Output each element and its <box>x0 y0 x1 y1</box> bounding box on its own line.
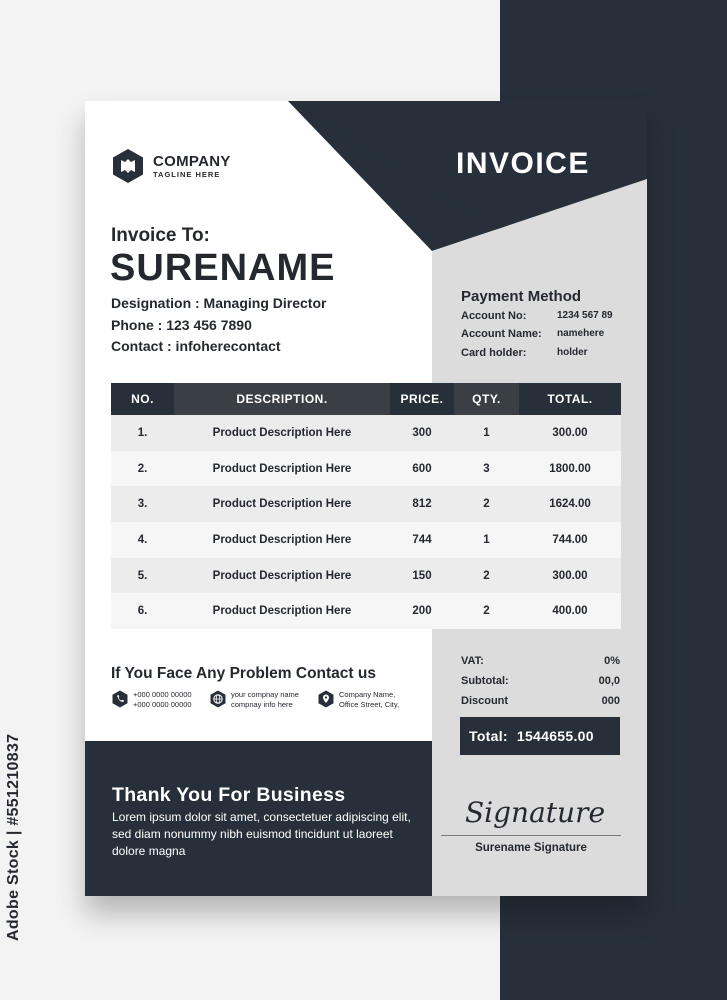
invoice-to-label: Invoice To: <box>111 225 210 246</box>
cell-total: 1800.00 <box>519 451 621 487</box>
globe-icon <box>209 690 227 708</box>
invoice-title: INVOICE <box>456 147 590 180</box>
contact-address-2: Office Street, City, <box>339 700 400 709</box>
cell-no: 6. <box>111 593 174 629</box>
cell-description: Product Description Here <box>174 486 390 522</box>
cell-description: Product Description Here <box>174 451 390 487</box>
table-header-row <box>111 383 621 415</box>
discount-value: 000 <box>601 695 620 707</box>
contact-phone-1: +000 0000 00000 <box>133 690 192 699</box>
cell-description: Product Description Here <box>174 415 390 451</box>
subtotal-label: Subtotal: <box>461 675 509 687</box>
company-name: COMPANY <box>153 153 231 170</box>
cell-no: 1. <box>111 415 174 451</box>
hexagon-logo-icon <box>110 148 146 184</box>
cell-price: 812 <box>390 486 454 522</box>
card-holder-value: holder <box>557 347 588 358</box>
cell-total: 1624.00 <box>519 486 621 522</box>
cell-price: 150 <box>390 558 454 594</box>
discount-label: Discount <box>461 695 509 707</box>
signature-line <box>441 835 621 836</box>
cell-no: 4. <box>111 522 174 558</box>
cell-qty: 1 <box>454 415 519 451</box>
vat-label: VAT: <box>461 655 484 667</box>
contact-web-2: compnay info here <box>231 700 293 709</box>
table-row <box>111 451 621 487</box>
invoice-paper <box>85 101 647 896</box>
cell-no: 3. <box>111 486 174 522</box>
table-row <box>111 486 621 522</box>
location-pin-icon <box>317 690 335 708</box>
total-value: 1544655.00 <box>516 728 594 744</box>
cell-price: 600 <box>390 451 454 487</box>
phone-icon <box>111 690 129 708</box>
cell-total: 300.00 <box>519 415 621 451</box>
signature-name: Surename Signature <box>475 842 587 854</box>
cell-no: 2. <box>111 451 174 487</box>
cell-qty: 2 <box>454 558 519 594</box>
client-name: SURENAME <box>110 247 336 289</box>
contact-heading: If You Face Any Problem Contact us <box>111 665 376 682</box>
table-row <box>111 593 621 629</box>
account-no-label: Account No: <box>461 310 527 322</box>
header-no: NO. <box>111 383 174 415</box>
company-tagline: TAGLINE HERE <box>153 170 221 179</box>
cell-qty: 2 <box>454 486 519 522</box>
cell-qty: 2 <box>454 593 519 629</box>
cell-price: 744 <box>390 522 454 558</box>
thanks-title: Thank You For Business <box>112 784 346 806</box>
header-description: DESCRIPTION. <box>174 383 390 415</box>
account-no-value: 1234 567 89 <box>557 310 613 321</box>
cell-description: Product Description Here <box>174 593 390 629</box>
table-row <box>111 558 621 594</box>
grand-total-box <box>460 717 620 755</box>
client-designation: Designation : Managing Director <box>111 295 327 311</box>
stock-id-label: Adobe Stock | #551210837 <box>5 733 22 941</box>
cell-no: 5. <box>111 558 174 594</box>
signature-script: Signature <box>465 796 606 829</box>
account-name-label: Account Name: <box>461 328 542 340</box>
cell-qty: 3 <box>454 451 519 487</box>
cell-total: 400.00 <box>519 593 621 629</box>
table-row <box>111 415 621 451</box>
cell-total: 744.00 <box>519 522 621 558</box>
contact-web-1: your compnay name <box>231 690 299 699</box>
contact-phone-2: +000 0000 00000 <box>133 700 192 709</box>
cell-price: 200 <box>390 593 454 629</box>
header-total: TOTAL. <box>519 383 621 415</box>
contact-address-1: Company Name, <box>339 690 396 699</box>
client-phone: Phone : 123 456 7890 <box>111 317 252 333</box>
table-row <box>111 522 621 558</box>
vat-value: 0% <box>604 655 620 667</box>
card-holder-label: Card holder: <box>461 347 527 359</box>
cell-description: Product Description Here <box>174 558 390 594</box>
items-table <box>111 383 621 629</box>
cell-price: 300 <box>390 415 454 451</box>
total-label: Total: <box>469 728 508 744</box>
cell-qty: 1 <box>454 522 519 558</box>
header-qty: QTY. <box>454 383 519 415</box>
cell-total: 300.00 <box>519 558 621 594</box>
cell-description: Product Description Here <box>174 522 390 558</box>
account-name-value: namehere <box>557 328 605 339</box>
subtotal-value: 00,0 <box>598 675 620 687</box>
payment-method-title: Payment Method <box>461 288 582 305</box>
thanks-text: Lorem ipsum dolor sit amet, consectetuer adipiscing elit, sed diam nonummy nibh euismod tincidunt ut laoreet dolore magna <box>112 810 411 858</box>
header-price: PRICE. <box>390 383 454 415</box>
client-contact: Contact : infoherecontact <box>111 338 281 354</box>
